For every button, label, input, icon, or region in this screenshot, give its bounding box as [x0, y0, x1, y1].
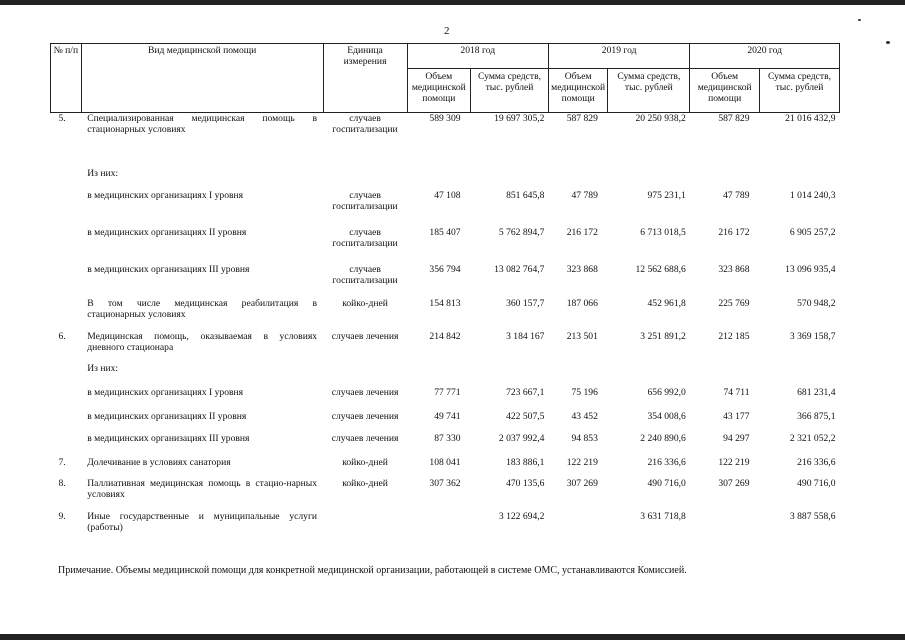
care-type: в медицинских организациях III уровня [87, 263, 250, 275]
sum-2020 [760, 168, 840, 190]
sum-2020: 21 016 432,9 [785, 113, 836, 124]
sum-2020: 3 887 558,6 [789, 510, 836, 522]
volume-2019: 323 868 [566, 263, 598, 275]
volume-2020 [690, 363, 760, 387]
row-number [51, 168, 82, 190]
table-row [51, 457, 840, 478]
row-number: 7. [58, 456, 66, 468]
row-number [51, 433, 82, 457]
sum-2018: 183 886,1 [506, 456, 545, 468]
volume-2020: 94 297 [723, 432, 750, 444]
volume-2019 [548, 363, 607, 387]
volume-2018: 154 813 [429, 297, 461, 309]
row-number [51, 298, 82, 331]
table-row [51, 511, 840, 541]
care-type: Специализированная медицинская помощь в стационарных условиях [87, 113, 318, 135]
sum-2018: 19 697 305,2 [494, 113, 545, 124]
sum-2020: 13 096 935,4 [785, 263, 836, 275]
volume-2018: 356 794 [429, 263, 461, 275]
sum-2018: 3 184 167 [506, 330, 545, 342]
unit: койко-дней [342, 477, 388, 489]
care-type: в медицинских организациях II уровня [87, 226, 247, 238]
table-row [51, 363, 840, 387]
sum-2019: 354 008,6 [647, 410, 686, 422]
row-number [51, 190, 82, 227]
sum-2018: 5 762 894,7 [498, 226, 545, 238]
header-sum-2018: Сумма средств, тыс. рублей [471, 69, 549, 113]
unit: случаев лечения [331, 432, 399, 444]
header-volume-2020: Объем медицинской помощи [690, 69, 760, 113]
care-type: в медицинских организациях III уровня [87, 432, 250, 444]
care-type: в медицинских организациях II уровня [87, 410, 247, 422]
care-type: Медицинская помощь, оказываемая в условиях дневного стационара [87, 330, 318, 353]
sum-2020: 490 716,0 [797, 477, 836, 489]
unit [323, 168, 407, 190]
sum-2018: 422 507,5 [506, 410, 545, 422]
row-number: 8. [58, 477, 66, 489]
sum-2020: 6 905 257,2 [789, 226, 836, 238]
care-type: Паллиативная медицинская помощь в стацио-нарных условиях [87, 477, 318, 500]
row-number [51, 264, 82, 298]
sum-2019: 12 562 688,6 [635, 263, 686, 275]
unit: случаев лечения [331, 386, 399, 398]
header-volume-2019: Объем медицинской помощи [548, 69, 607, 113]
volume-2018 [407, 511, 471, 541]
sum-2019 [608, 168, 690, 190]
care-type: в медицинских организациях I уровня [87, 386, 244, 398]
sum-2020: 3 369 158,7 [789, 330, 836, 342]
volume-2019: 43 452 [571, 410, 598, 422]
volume-2020: 216 172 [718, 226, 750, 238]
volume-2018: 87 330 [434, 432, 461, 444]
volume-2020: 122 219 [718, 456, 750, 468]
row-number [51, 363, 82, 387]
sum-2018: 360 157,7 [506, 297, 545, 309]
sum-2019: 656 992,0 [647, 386, 686, 398]
volume-2019: 75 196 [571, 386, 598, 398]
header-care-type: Вид медицинской помощи [81, 44, 323, 113]
sum-2020: 216 336,6 [797, 456, 836, 468]
volume-2019: 187 066 [566, 297, 598, 309]
volume-2020 [690, 511, 760, 541]
footnote: Примечание. Объемы медицинской помощи для конкретной медицинской организации, работающей в системе ОМС, устанавливаются Комиссией. [58, 565, 687, 576]
care-type: Долечивание в условиях санатория [87, 456, 231, 468]
table-row [51, 190, 840, 227]
sum-2019: 975 231,1 [647, 189, 686, 201]
sum-2020: 570 948,2 [797, 297, 836, 309]
volume-2018: 108 041 [429, 456, 461, 468]
volume-2019: 307 269 [566, 477, 598, 489]
sum-2019 [608, 363, 690, 387]
volume-2019: 47 789 [571, 189, 598, 201]
volume-2020: 587 829 [718, 113, 750, 124]
table-row [51, 264, 840, 298]
volume-2020: 47 789 [723, 189, 750, 201]
volume-2018: 307 362 [429, 477, 461, 489]
header-num: № п/п [51, 44, 82, 113]
volume-2018: 185 407 [429, 226, 461, 238]
care-type: Из них: [87, 362, 119, 374]
sum-2018: 13 082 764,7 [494, 263, 545, 275]
volume-2020: 307 269 [718, 477, 750, 489]
unit: случаев госпитализации [332, 189, 398, 212]
care-type: в медицинских организациях I уровня [87, 189, 244, 201]
header-unit: Единица измерения [323, 44, 407, 113]
scan-mark [858, 19, 861, 21]
sum-2019: 2 240 890,6 [640, 432, 686, 444]
volume-2020 [690, 168, 760, 190]
header-sum-2019: Сумма средств, тыс. рублей [608, 69, 690, 113]
volume-2019: 122 219 [566, 456, 598, 468]
unit: случаев госпитализации [332, 263, 398, 286]
row-number: 6. [58, 330, 66, 342]
volume-2018: 589 309 [429, 113, 461, 124]
sum-2019: 6 713 018,5 [640, 226, 686, 238]
table-row [51, 478, 840, 511]
sum-2019: 216 336,6 [647, 456, 686, 468]
unit [323, 511, 407, 541]
table-row [51, 113, 840, 168]
volume-2018: 49 741 [434, 410, 461, 422]
table-row [51, 387, 840, 411]
table-row [51, 227, 840, 264]
unit: койко-дней [342, 456, 388, 468]
sum-2018 [471, 363, 549, 387]
volume-2018: 77 771 [434, 386, 461, 398]
header-volume-2018: Объем медицинской помощи [407, 69, 471, 113]
volume-2019: 216 172 [566, 226, 598, 238]
volume-2019: 587 829 [566, 113, 598, 124]
volume-2019 [548, 511, 607, 541]
sum-2018: 723 667,1 [506, 386, 545, 398]
header-sum-2020: Сумма средств, тыс. рублей [760, 69, 840, 113]
volume-2018 [407, 363, 471, 387]
unit: случаев госпитализации [332, 113, 398, 135]
volume-2019 [548, 168, 607, 190]
care-type: Иные государственные и муниципальные услуги (работы) [87, 510, 318, 533]
bottom-scan-border [0, 634, 905, 640]
sum-2018 [471, 168, 549, 190]
volume-2020: 225 769 [718, 297, 750, 309]
volume-2020: 323 868 [718, 263, 750, 275]
care-type: Из них: [87, 167, 119, 179]
medical-care-volume-table [50, 43, 840, 541]
unit: случаев лечения [331, 410, 399, 422]
page-number: 2 [444, 25, 450, 37]
volume-2020: 74 711 [723, 386, 750, 398]
unit: случаев лечения [331, 330, 399, 342]
row-number [51, 227, 82, 264]
unit: случаев госпитализации [332, 226, 398, 249]
volume-2019: 94 853 [571, 432, 598, 444]
sum-2018: 2 037 992,4 [498, 432, 545, 444]
sum-2020: 2 321 052,2 [789, 432, 836, 444]
table-row [51, 168, 840, 190]
row-number [51, 387, 82, 411]
row-number: 9. [58, 510, 66, 522]
unit: койко-дней [342, 297, 388, 309]
volume-2019: 213 501 [566, 330, 598, 342]
row-number [51, 411, 82, 433]
sum-2020: 366 875,1 [797, 410, 836, 422]
sum-2020: 681 231,4 [797, 386, 836, 398]
sum-2018: 470 135,6 [506, 477, 545, 489]
sum-2019: 20 250 938,2 [635, 113, 686, 124]
sum-2019: 3 251 891,2 [640, 330, 686, 342]
volume-2020: 212 185 [718, 330, 750, 342]
volume-2020: 43 177 [723, 410, 750, 422]
sum-2019: 3 631 718,8 [640, 510, 686, 522]
row-number: 5. [58, 113, 66, 124]
sum-2018: 851 645,8 [506, 189, 545, 201]
sum-2020 [760, 363, 840, 387]
sum-2019: 452 961,8 [647, 297, 686, 309]
header-year-2018: 2018 год [407, 44, 548, 69]
sum-2020: 1 014 240,3 [789, 189, 836, 201]
header-year-2019: 2019 год [548, 44, 689, 69]
sum-2019: 490 716,0 [647, 477, 686, 489]
scan-mark [886, 41, 890, 44]
top-scan-border [0, 0, 905, 5]
table-row [51, 433, 840, 457]
sum-2018: 3 122 694,2 [498, 510, 545, 522]
volume-2018: 47 108 [434, 189, 461, 201]
care-type: В том числе медицинская реабилитация в стационарных условиях [87, 297, 318, 320]
unit [323, 363, 407, 387]
table-row [51, 331, 840, 363]
volume-2018 [407, 168, 471, 190]
table-row [51, 411, 840, 433]
table-row [51, 298, 840, 331]
volume-2018: 214 842 [429, 330, 461, 342]
header-year-2020: 2020 год [690, 44, 840, 69]
